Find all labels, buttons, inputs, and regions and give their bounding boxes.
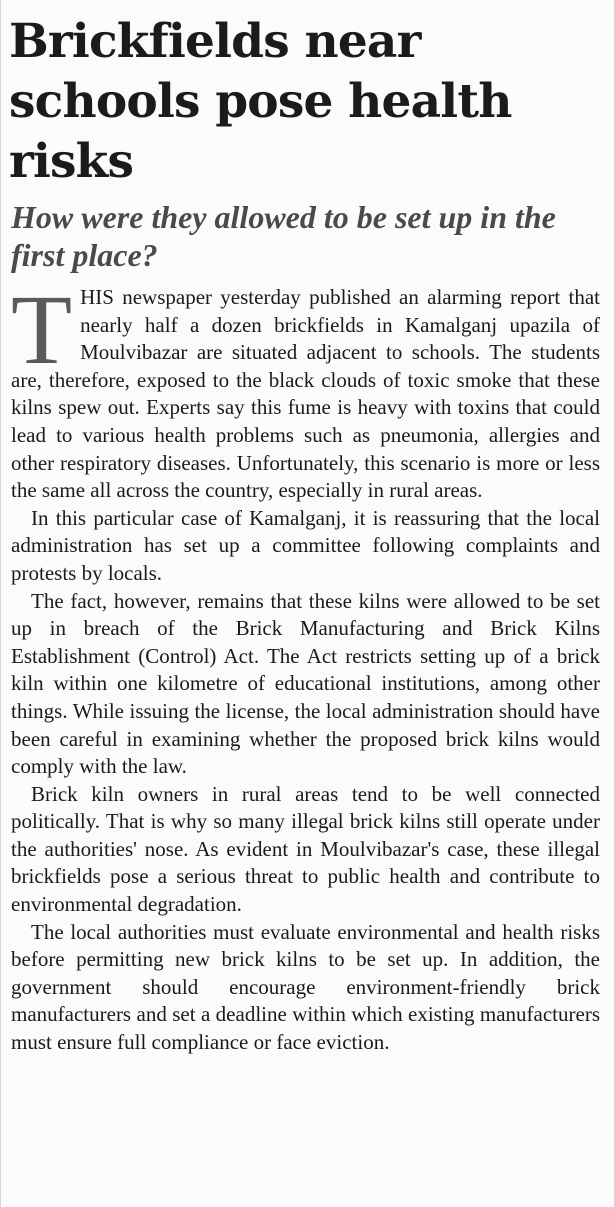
subheadline: How were they allowed to be set up in the first place? bbox=[11, 199, 556, 273]
article-body bbox=[9, 274, 600, 1057]
paragraph-3: The fact, however, remains that these kilns were allowed to be set up in breach of the Brick Manufacturing and Brick Kilns Establishment (Control) Act. The Act restricts setting up of a brick kiln within one kilometre of educational institutions, among other things. While issuing the license, the local administration should have been careful in examining whether the proposed brick kilns would comply with the law. bbox=[11, 588, 600, 779]
paragraph-5: The local authorities must evaluate environmental and health risks before permitting new brick kilns to be set up. In addition, the government should encourage environment-friendly brick manufacturers and set a deadline within which existing manufacturers must ensure full compliance or face eviction. bbox=[11, 919, 600, 1055]
paragraph-2: In this particular case of Kamalganj, it is reassuring that the local administration has set up a committee following complaints and protests by locals. bbox=[11, 505, 600, 585]
headline: Brickfields near schools pose health risks bbox=[9, 14, 512, 189]
drop-cap: T bbox=[11, 274, 73, 385]
paragraph-1-text: HIS newspaper yesterday published an alarming report that nearly half a dozen brickfields in Kamalganj upazila of Moulvibazar are situated adjacent to schools. The students are, therefore, exposed to the black clouds of toxic smoke that these kilns spew out. Experts say this fume is heavy with toxins that could lead to various health problems such as pneumonia, allergies and other respiratory diseases. Unfortunately, this scenario is more or less the same all across the country, especially in rural areas. bbox=[11, 285, 600, 503]
paragraph-1 bbox=[11, 274, 600, 505]
paragraph-4: Brick kiln owners in rural areas tend to be well connected politically. That is why so many illegal brick kilns still operate under the authorities' nose. As evident in Moulvibazar's case, these illegal brickfields pose a serious threat to public health and contribute to environmental degradation. bbox=[11, 781, 600, 917]
